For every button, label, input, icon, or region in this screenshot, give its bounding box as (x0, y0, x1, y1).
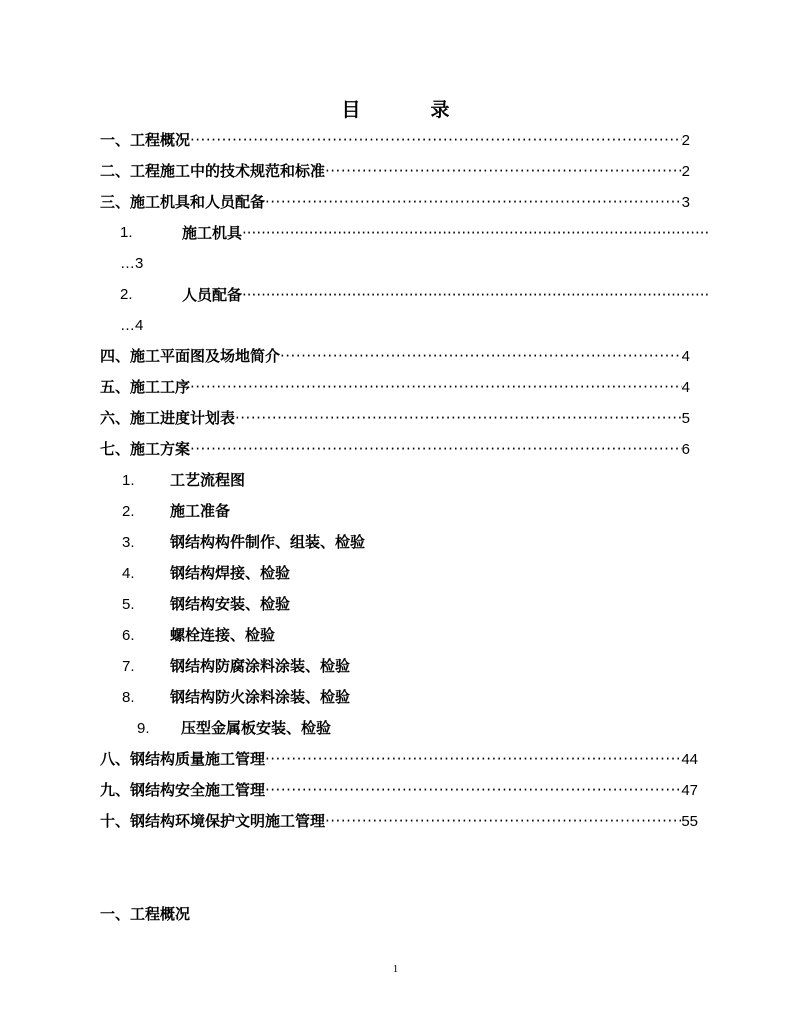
toc-leader (280, 345, 682, 367)
toc-entry-page: 5 (681, 410, 690, 427)
toc-leader (265, 748, 681, 770)
plan-item-label: 压型金属板安装、检验 (181, 719, 332, 737)
plan-item[interactable] (122, 686, 350, 708)
toc-entry-label: 四、施工平面图及场地简介 (100, 347, 281, 365)
toc-entry-label: 十、钢结构环境保护文明施工管理 (100, 812, 326, 830)
toc-leader (265, 191, 682, 213)
toc-sub-entry[interactable] (120, 222, 708, 244)
toc-leader (190, 129, 682, 151)
toc-entry[interactable] (100, 345, 690, 367)
plan-item[interactable] (122, 655, 350, 677)
toc-entry[interactable] (100, 810, 698, 832)
plan-item-number: 5. (122, 596, 135, 613)
plan-item-number: 9. (137, 720, 150, 737)
plan-item[interactable] (122, 500, 230, 522)
toc-entry-page: 6 (681, 441, 690, 458)
plan-item-number: 3. (122, 534, 135, 551)
plan-item[interactable] (137, 717, 331, 739)
toc-sub-label: 人员配备 (182, 286, 243, 304)
toc-entry-page: 55 (681, 813, 698, 830)
toc-entry-label: 五、施工工序 (100, 378, 191, 396)
toc-leader (242, 222, 708, 244)
toc-entry-page: 44 (681, 751, 698, 768)
toc-leader (242, 284, 708, 306)
plan-item-number: 1. (122, 472, 135, 489)
toc-leader (325, 810, 681, 832)
plan-item-label: 钢结构焊接、检验 (170, 564, 291, 582)
toc-entry[interactable] (100, 779, 698, 801)
toc-entry[interactable] (100, 376, 690, 398)
toc-entry-page: 47 (681, 782, 698, 799)
plan-item[interactable] (122, 562, 290, 584)
toc-entry-page: 4 (681, 379, 690, 396)
toc-entry[interactable] (100, 407, 690, 429)
toc-entry-page: 2 (681, 163, 690, 180)
toc-leader (190, 438, 682, 460)
toc-entry[interactable] (100, 748, 698, 770)
toc-sub-number: 2. (120, 286, 133, 303)
toc-entry-label: 九、钢结构安全施工管理 (100, 781, 266, 799)
toc-entry[interactable] (100, 160, 690, 182)
toc-entry-label: 八、钢结构质量施工管理 (100, 750, 266, 768)
toc-entry-page: 3 (681, 194, 690, 211)
toc-entry-page: 2 (681, 132, 690, 149)
plan-item-number: 8. (122, 689, 135, 706)
toc-entry[interactable] (100, 191, 690, 213)
plan-item-label: 工艺流程图 (170, 471, 246, 489)
toc-sub-entry[interactable] (120, 284, 708, 306)
toc-sub-number: 1. (120, 224, 133, 241)
plan-item[interactable] (122, 469, 245, 491)
plan-item-label: 螺栓连接、检验 (170, 626, 276, 644)
toc-sub-label: 施工机具 (182, 224, 243, 242)
title-char-2: 录 (430, 99, 450, 121)
plan-item[interactable] (122, 624, 275, 646)
plan-item-label: 施工准备 (170, 502, 231, 520)
plan-item-label: 钢结构防火涂料涂装、检验 (170, 688, 351, 706)
toc-entry-label: 七、施工方案 (100, 440, 191, 458)
toc-sub-continuation: …4 (120, 317, 144, 334)
plan-item-number: 4. (122, 565, 135, 582)
toc-leader (235, 407, 682, 429)
plan-item[interactable] (122, 593, 290, 615)
page-number: 1 (392, 963, 399, 975)
plan-item-label: 钢结构防腐涂料涂装、检验 (170, 657, 351, 675)
toc-leader (190, 376, 682, 398)
toc-leader (265, 779, 681, 801)
plan-item-number: 7. (122, 658, 135, 675)
toc-entry-label: 三、施工机具和人员配备 (100, 193, 266, 211)
title-char-1: 目 (341, 99, 361, 121)
plan-item-label: 钢结构安装、检验 (170, 595, 291, 613)
toc-entry[interactable] (100, 438, 690, 460)
plan-item-number: 6. (122, 627, 135, 644)
section-heading: 一、工程概况 (100, 905, 191, 923)
toc-title (0, 95, 791, 122)
toc-entry-label: 六、施工进度计划表 (100, 409, 236, 427)
plan-item-label: 钢结构构件制作、组装、检验 (170, 533, 366, 551)
toc-sub-continuation: …3 (120, 255, 144, 272)
toc-leader (325, 160, 682, 182)
plan-item-number: 2. (122, 503, 135, 520)
toc-entry[interactable] (100, 129, 690, 151)
toc-entry-label: 一、工程概况 (100, 131, 191, 149)
toc-entry-page: 4 (681, 348, 690, 365)
toc-entry-label: 二、工程施工中的技术规范和标准 (100, 162, 326, 180)
plan-item[interactable] (122, 531, 365, 553)
